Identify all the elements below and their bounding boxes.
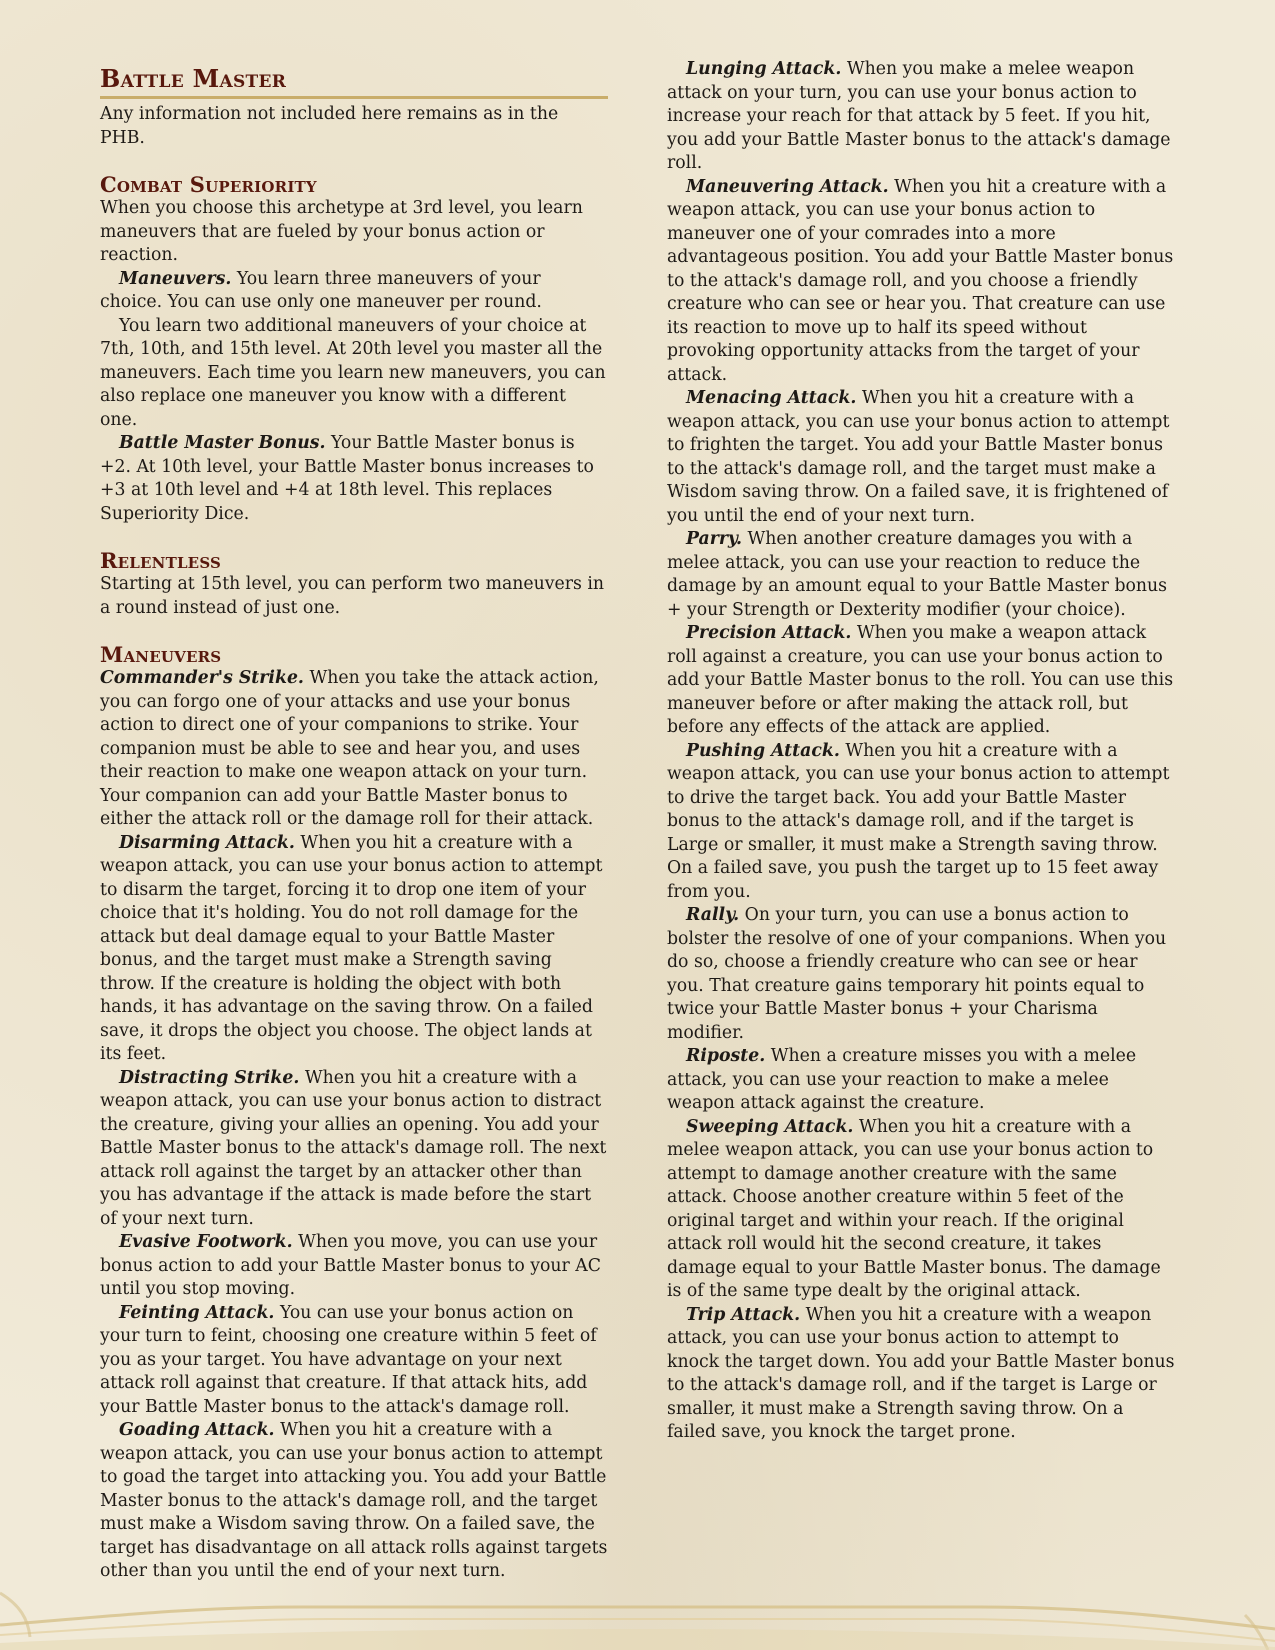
maneuver-term: Rally. (686, 905, 740, 925)
maneuver-description: When you hit a creature with a weapon attack, you can use your bonus action to attempt to drive the target back. You add your Battle Master bonus to the attack's damage roll, and if the target is Large or smaller, it must make a Strength saving throw. On a failed save, you push the target up to 15 feet away from you. (667, 740, 1170, 902)
maneuver-term: Riposte. (686, 1046, 766, 1066)
battle-master-bonus-text: Your Battle Master bonus is +2. At 10th level, your Battle Master bonus increases to +3 at 10th level and +4 at 18th level. This replaces Superiority Dice. (100, 433, 594, 524)
maneuver-description: When you take the attack action, you can forgo one of your attacks and use your bonus action to direct one of your companions to strike. Your companion must be able to see and hear you, and uses their reaction to make one weapon attack on your turn. Your companion can add your Battle Master bonus to either the attack roll or the damage roll for their attack. (100, 668, 599, 829)
maneuver-description: You can use your bonus action on your turn to feint, choosing one creature within 5 feet of you as your target. You have advantage on your next attack roll against that creature. If that attack hits, add your Battle Master bonus to the attack's damage roll. (100, 1302, 597, 1417)
maneuver-description: When a creature misses you with a melee attack, you can use your reaction to make a melee weapon attack against the creature. (667, 1046, 1137, 1113)
maneuver-term: Trip Attack. (686, 1304, 801, 1325)
maneuver-commanders-strike (100, 667, 608, 832)
maneuver-description: When you hit a creature with a weapon attack, you can use your bonus action to attempt to goad the target into attacking you. You add your Battle Master bonus to the attack's damage roll, and the target must make a Wisdom saving throw. On a failed save, the target has disadvantage on all attack rolls against targets other than you until the end of your next turn. (100, 1420, 608, 1581)
maneuver-disarming-attack (100, 832, 608, 1067)
left-column (100, 58, 608, 1584)
maneuver-description: When you hit a creature with a weapon attack, you can use your bonus action to maneuver one of your comrades into a more advantageous position. You add your Battle Master bonus to the attack's damage roll, and you choose a friendly creature who can see or hear you. That creature can use its reaction to move up to half its speed without provoking opportunity attacks from the target of your attack. (667, 176, 1174, 385)
maneuver-lunging-attack (667, 58, 1175, 176)
maneuver-term: Parry. (686, 529, 743, 549)
page-title: Battle Master (100, 64, 608, 99)
maneuver-term: Distracting Strike. (119, 1067, 300, 1088)
maneuver-term: Goading Attack. (119, 1420, 275, 1440)
maneuver-evasive-footwork (100, 1231, 608, 1302)
maneuver-description: When you hit a creature with a weapon attack, you can use your bonus action to attempt to frighten the target. You add your Battle Master bonus to the attack's damage roll, and the target must make a Wisdom saving throw. On a failed save, it is frightened of you until the end of your next turn. (667, 388, 1170, 526)
maneuver-description: When you hit a creature with a melee weapon attack, you can use your bonus action to attempt to damage another creature with the same attack. Choose another creature within 5 feet of the original target and within your reach. If the original attack roll would hit the second creature, it takes damage equal to your Battle Master bonus. The damage is of the same type dealt by the original attack. (667, 1116, 1161, 1301)
relentless-heading: Relentless (100, 548, 222, 573)
additional-maneuvers-paragraph: You learn two additional maneuvers of your choice at 7th, 10th, and 15th level. At 20th level you master all the maneuvers. Each time you learn new maneuvers, you can also replace one maneuver you know with a different one. (100, 315, 606, 430)
maneuver-rally (667, 904, 1175, 1045)
maneuver-term: Menacing Attack. (686, 388, 857, 408)
maneuver-term: Maneuvering Attack. (686, 176, 889, 197)
maneuver-term: Pushing Attack. (686, 740, 840, 761)
maneuver-menacing-attack (667, 387, 1175, 528)
combat-superiority-text: When you choose this archetype at 3rd level, you learn maneuvers that are fueled by your bonus action or reaction. (100, 198, 583, 265)
maneuvers-term: Maneuvers. (119, 268, 232, 289)
page-footer-ornament (0, 1585, 1275, 1650)
maneuver-description: When you hit a creature with a weapon attack, you can use your bonus action to distract the creature, giving your allies an opening. You add your Battle Master bonus to the attack's damage roll. The next attack roll against the target by an attacker other than you has advantage if the attack is made before the start of your next turn. (100, 1067, 607, 1229)
maneuver-description: When you hit a creature with a weapon attack, you can use your bonus action to attempt to knock the target down. You add your Battle Master bonus to the attack's damage roll, and if the target is Large or smaller, it must make a Strength saving throw. On a failed save, you knock the target prone. (667, 1304, 1175, 1442)
maneuver-description: On your turn, you can use a bonus action to bolster the resolve of one of your companions. When you do so, choose a friendly creature who can see or hear you. That creature gains temporary hit points equal to twice your Battle Master bonus + your Charisma modifier. (667, 905, 1167, 1043)
maneuvers-count-paragraph (100, 268, 608, 315)
combat-superiority-heading: Combat Superiority (100, 172, 317, 197)
maneuver-description: When you move, you can use your bonus action to add your Battle Master bonus to your AC until you stop moving. (100, 1232, 601, 1299)
maneuver-description: When you make a melee weapon attack on your turn, you can use your bonus action to increase your reach for that attack by 5 feet. If you hit, you add your Battle Master bonus to the attack's damage roll. (667, 59, 1171, 173)
maneuver-feinting-attack (100, 1302, 608, 1420)
intro-text: Any information not included here remains as in the PHB. (100, 104, 559, 148)
maneuver-pushing-attack (667, 740, 1175, 905)
maneuver-description: When you make a weapon attack roll against a creature, you can use your bonus action to add your Battle Master bonus to the roll. You can use this maneuver before or after making the attack roll, but before any effects of the attack are applied. (667, 623, 1174, 737)
maneuver-maneuvering-attack (667, 176, 1175, 388)
maneuver-precision-attack (667, 622, 1175, 740)
battle-master-bonus-term: Battle Master Bonus. (119, 433, 326, 453)
maneuver-description: When another creature damages you with a melee attack, you can use your reaction to reduce the damage by an amount equal to your Battle Master bonus + your Strength or Dexterity modifier (your choice). (667, 529, 1168, 620)
maneuver-distracting-strike (100, 1067, 608, 1232)
battle-master-bonus-paragraph (100, 432, 608, 526)
maneuver-term: Feinting Attack. (119, 1302, 275, 1323)
relentless-text: Starting at 15th level, you can perform two maneuvers in a round instead of just one. (100, 574, 605, 618)
maneuvers-heading: Maneuvers (100, 642, 222, 667)
maneuver-parry (667, 528, 1175, 622)
maneuver-goading-attack (100, 1419, 608, 1584)
maneuver-term: Precision Attack. (686, 623, 852, 643)
maneuver-term: Disarming Attack. (119, 832, 295, 853)
maneuver-term: Sweeping Attack. (686, 1116, 854, 1137)
right-column (667, 58, 1175, 1445)
maneuver-term: Evasive Footwork. (119, 1232, 293, 1252)
maneuver-term: Commander's Strike. (100, 668, 304, 688)
maneuver-riposte (667, 1045, 1175, 1116)
maneuver-term: Lunging Attack. (686, 59, 842, 79)
maneuver-trip-attack (667, 1304, 1175, 1445)
maneuvers-count-text: You learn three maneuvers of your choice. You can use only one maneuver per round. (100, 268, 542, 312)
maneuver-description: When you hit a creature with a weapon attack, you can use your bonus action to attempt to disarm the target, forcing it to drop one item of your choice that it's holding. You do not roll damage for the attack but deal damage equal to your Battle Master bonus, and the target must make a Strength saving throw. If the creature is holding the object with both hands, it has advantage on the saving throw. On a failed save, it drops the object you choose. The object lands at its feet. (100, 832, 603, 1064)
maneuver-sweeping-attack (667, 1116, 1175, 1304)
